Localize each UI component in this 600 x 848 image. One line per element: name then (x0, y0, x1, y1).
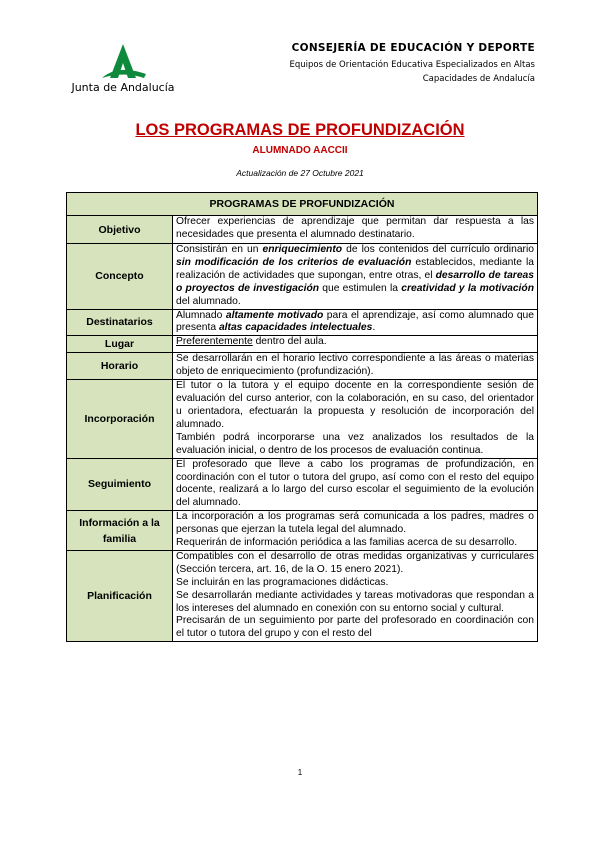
text-segment: Alumnado (176, 309, 226, 321)
paragraph: El tutor o la tutora y el equipo docente en la correspondiente sesión de evaluación del curso anterior, con la colaboración, en su caso, del orientador u orientadora, efectuarán la propuesta y resolución de incorporación del alumnado. (176, 380, 534, 430)
emphasis-segment: altamente motivado (225, 309, 324, 321)
text-segment: del alumnado. (176, 295, 241, 307)
text-segment: para el aprendizaje, así como alumnado que presenta (176, 309, 535, 334)
emphasis-segment: enriquecimiento (262, 244, 343, 255)
row-label-seguimiento: Seguimiento (67, 458, 173, 511)
table-row (67, 216, 538, 244)
row-label-lugar: Lugar (67, 336, 173, 353)
table-row (67, 353, 538, 380)
row-label-planificacion: Planificación (67, 550, 173, 641)
row-label-objetivo: Objetivo (67, 216, 173, 244)
programs-table (66, 192, 538, 642)
table-row (67, 380, 538, 458)
paragraph: Se incluirán en las programaciones didácticas. (176, 576, 389, 588)
row-label-destinatarios: Destinatarios (67, 309, 173, 336)
document-header (289, 42, 535, 86)
text-segment: establecidos, mediante la realización de actividades que supongan, entre otras, el (176, 256, 534, 281)
paragraph: Compatibles con el desarrollo de otras medidas organizativas y curriculares (Sección tercera, art. 16, de la O. 15 enero 2021). (176, 550, 534, 575)
page-number: 1 (297, 768, 303, 777)
row-label-concepto: Concepto (67, 244, 173, 310)
text-segment: de los contenidos del currículo ordinario (342, 244, 534, 255)
text-segment: . (372, 322, 376, 334)
update-date: Actualización de 27 Octubre 2021 (236, 168, 364, 178)
emphasis-segment: creatividad y la motivación (401, 282, 534, 294)
row-content-incorporacion (173, 380, 538, 458)
row-content-objetivo: Ofrecer experiencias de aprendizaje que permitan dar respuesta a las necesidades que presenta el alumnado destinatario. (173, 216, 538, 244)
table-row (67, 458, 538, 511)
row-content-destinatarios (173, 309, 538, 336)
table-header-row (67, 193, 538, 216)
paragraph: Requerirán de información periódica a las familias acerca de su desarrollo. (176, 537, 518, 549)
row-content-informacion (173, 511, 538, 551)
text-segment: que estimulen la (319, 282, 402, 294)
logo-text: Junta de Andalucía (71, 81, 175, 94)
department-name: CONSEJERÍA DE EDUCACIÓN Y DEPORTE (291, 42, 535, 54)
table-row (67, 550, 538, 641)
emphasis-segment: sin modificación de los criterios de evaluación (176, 256, 412, 268)
text-segment: dentro del aula. (252, 336, 327, 348)
paragraph: Precisarán de un seguimiento por parte del profesorado en coordinación con el tutor o tutora del grupo y con el resto del (176, 615, 534, 640)
header-subline-1: Equipos de Orientación Educativa Especializados en Altas (289, 60, 535, 70)
logo-swoosh (102, 70, 146, 78)
underlined-segment: Preferentemente (176, 336, 253, 348)
row-content-concepto (173, 244, 538, 310)
document-title: LOS PROGRAMAS DE PROFUNDIZACIÓN (135, 121, 465, 139)
table-row (67, 511, 538, 551)
emphasis-segment: altas capacidades intelectuales (218, 322, 373, 334)
table-heading: PROGRAMAS DE PROFUNDIZACIÓN (67, 193, 538, 216)
row-label-horario: Horario (67, 353, 173, 380)
row-content-planificacion (173, 550, 538, 641)
table-row (67, 244, 538, 310)
emphasis-segment: desarrollo de tareas o proyectos de investigación (176, 269, 534, 294)
paragraph: Se desarrollarán mediante actividades y tareas motivadoras que respondan a los intereses del alumnado en conexión con su entorno social y cultural. (176, 589, 534, 614)
row-content-horario: Se desarrollarán en el horario lectivo correspondiente a las áreas o materias objeto de enriquecimiento (profundización). (173, 353, 538, 380)
table-row (67, 336, 538, 353)
row-label-informacion: Información a la familia (67, 511, 173, 551)
paragraph: También podrá incorporarse una vez analizados los resultados de la evaluación inicial, o dentro de los procesos de evaluación continua. (176, 431, 534, 456)
row-label-incorporacion: Incorporación (67, 380, 173, 458)
row-content-lugar (173, 336, 538, 353)
document-subtitle: ALUMNADO AACCII (252, 145, 348, 156)
header-subline-2: Capacidades de Andalucía (422, 74, 535, 84)
table-row (67, 309, 538, 336)
text-segment: Consistirán en un (176, 244, 263, 255)
row-content-seguimiento: El profesorado que lleve a cabo los programas de profundización, en coordinación con el tutor o tutora del grupo, así como con el resto del equipo docente, realizará a lo largo del curso escolar el seguimiento de la evolución del alumnado. (173, 458, 538, 511)
paragraph: La incorporación a los programas será comunicada a los padres, madres o personas que ejerzan la tutela legal del alumnado. (176, 511, 534, 536)
